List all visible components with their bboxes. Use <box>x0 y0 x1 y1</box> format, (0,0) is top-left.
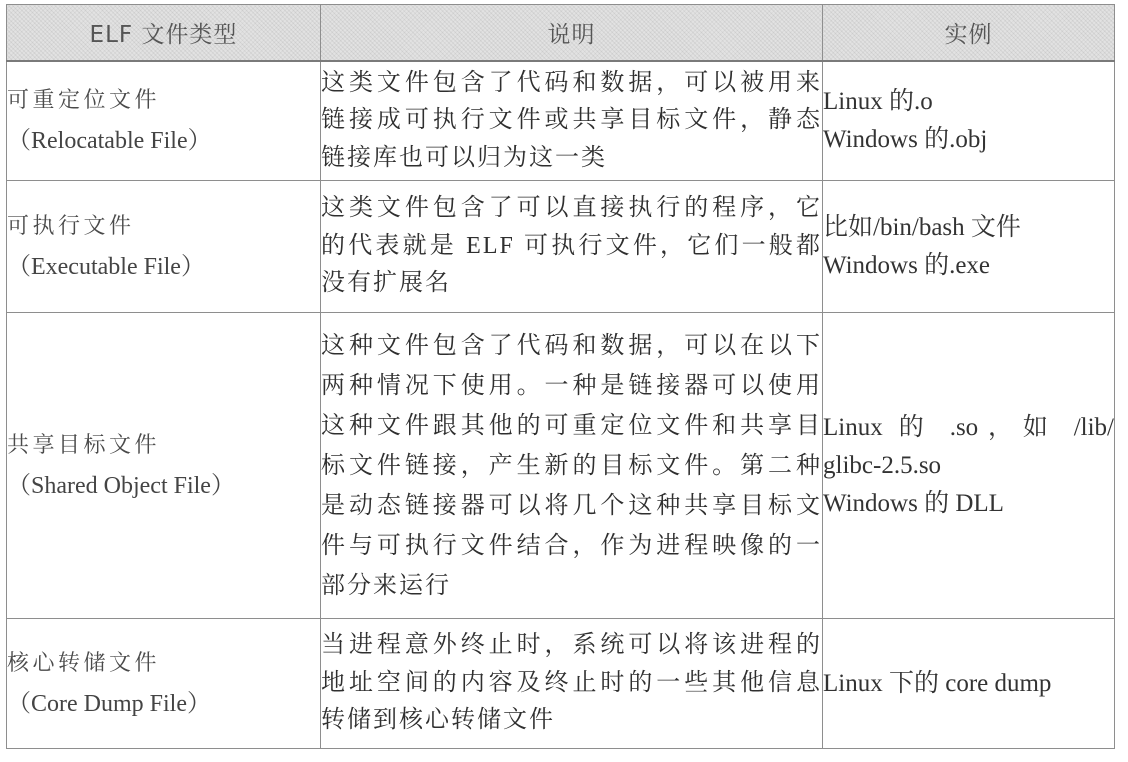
description-line: 地址空间的内容及终止时的一些其他信息 <box>321 669 822 696</box>
description-line: 当进程意外终止时，系统可以将该进程的 <box>321 632 822 659</box>
description-line: 没有扩展名 <box>321 270 451 297</box>
description-line: 的代表就是 ELF 可执行文件，它们一般都 <box>321 232 822 259</box>
description-cell <box>321 313 823 619</box>
description-line: 链接库也可以归为这一类 <box>321 144 607 171</box>
description-line: 这类文件包含了可以直接执行的程序，它 <box>321 195 822 222</box>
example-line: 比如/bin/bash 文件 <box>823 213 1021 241</box>
header-examples: 实例 <box>823 5 1115 61</box>
type-cell <box>7 313 321 619</box>
description-line: 标文件链接，产生新的目标文件。第二种 <box>321 452 822 479</box>
type-name: 可执行文件 <box>7 213 135 239</box>
type-cell <box>7 61 321 181</box>
description-line: 转储到核心转储文件 <box>321 707 555 734</box>
table-row <box>7 181 1115 313</box>
description-line: 这类文件包含了代码和数据，可以被用来 <box>321 69 822 96</box>
example-line: Linux 的.o <box>823 87 933 115</box>
header-description: 说明 <box>321 5 823 61</box>
description-cell <box>321 181 823 313</box>
example-line: Linux 的 .so，如 /lib/ <box>823 413 1114 441</box>
examples-cell <box>823 313 1115 619</box>
header-type: ELF 文件类型 <box>7 5 321 61</box>
table-row <box>7 619 1115 749</box>
description-line: 是动态链接器可以将几个这种共享目标文 <box>321 492 822 519</box>
example-line: Windows 的 DLL <box>823 489 1004 517</box>
example-line: Linux 下的 core dump <box>823 669 1052 697</box>
description-line: 两种情况下使用。一种是链接器可以使用 <box>321 372 822 399</box>
type-name: 可重定位文件 <box>7 87 161 113</box>
examples-cell <box>823 181 1115 313</box>
example-line: Windows 的.exe <box>823 251 991 279</box>
example-line: Windows 的.obj <box>823 125 988 153</box>
description-line: 这种文件包含了代码和数据，可以在以下 <box>321 332 822 359</box>
type-english-name: （Relocatable File） <box>7 127 212 154</box>
table-row <box>7 61 1115 181</box>
type-cell <box>7 181 321 313</box>
type-english-name: （Executable File） <box>7 253 205 280</box>
type-name: 共享目标文件 <box>7 432 161 458</box>
table-header-row <box>7 5 1115 61</box>
type-english-name: （Core Dump File） <box>7 690 211 717</box>
type-cell <box>7 619 321 749</box>
type-english-name: （Shared Object File） <box>7 472 235 499</box>
description-line: 链接成可执行文件或共享目标文件，静态 <box>321 107 822 133</box>
table-row <box>7 313 1115 619</box>
description-cell <box>321 619 823 749</box>
examples-cell <box>823 619 1115 749</box>
description-cell <box>321 61 823 181</box>
description-line: 部分来运行 <box>321 572 451 599</box>
type-name: 核心转储文件 <box>7 650 161 676</box>
elf-file-types-table <box>6 4 1115 749</box>
description-line: 件与可执行文件结合，作为进程映像的一 <box>321 532 822 559</box>
description-line: 这种文件跟其他的可重定位文件和共享目 <box>321 412 822 439</box>
example-line: glibc-2.5.so <box>823 451 942 479</box>
examples-cell <box>823 61 1115 181</box>
